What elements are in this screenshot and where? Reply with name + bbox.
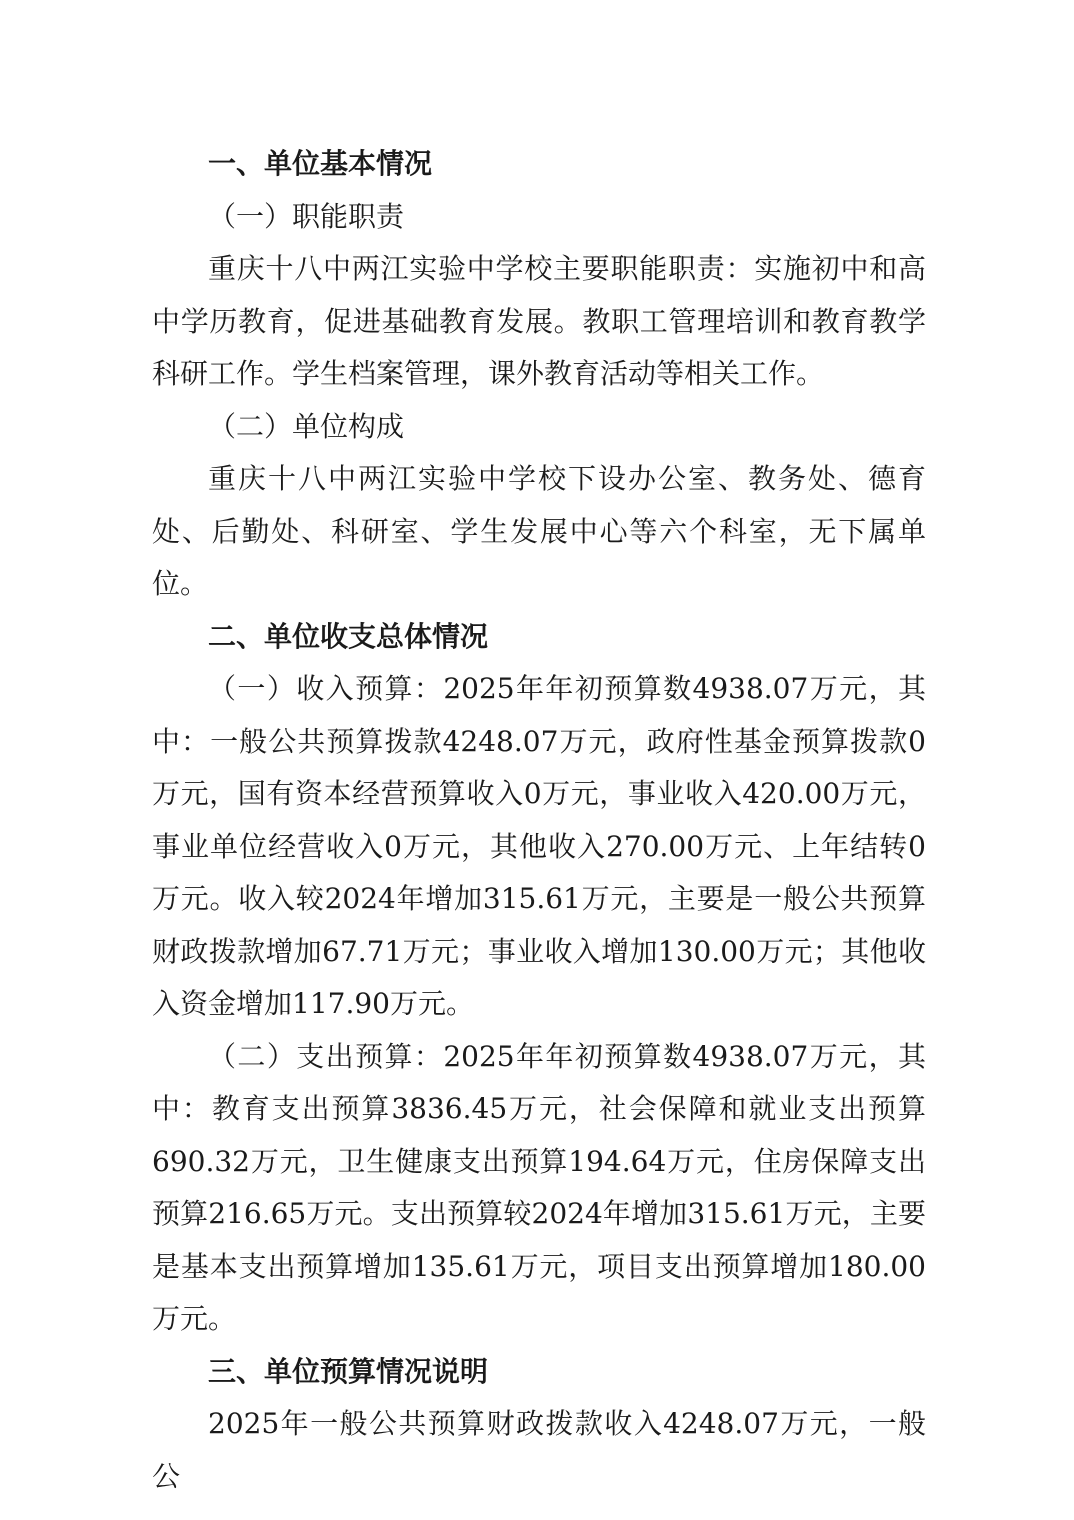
section-heading-basic-info: 一、单位基本情况 — [208, 147, 433, 180]
paragraph-expense-budget: （二）支出预算：2025年年初预算数4938.07万元，其中：教育支出预算3836.45万元，社会保障和就业支出预算690.32万元，卫生健康支出预算194.64万元，住房保障支出预算216.65万元。支出预算较2024年增加315.61万元，主要是基本支出预算增加135.61万元，项目支出预算增加180.00万元。 — [152, 1039, 926, 1335]
paragraph-budget-explanation: 2025年一般公共预算财政拨款收入4248.07万元，一般公 — [152, 1407, 926, 1493]
subheading-functions: （一）职能职责 — [208, 199, 405, 233]
section-heading-budget-explanation: 三、单位预算情况说明 — [208, 1354, 489, 1388]
section-heading-income-expense: 二、单位收支总体情况 — [208, 619, 489, 653]
document-page — [152, 138, 926, 1503]
subheading-structure: （二）单位构成 — [208, 409, 405, 443]
paragraph-structure: 重庆十八中两江实验中学校下设办公室、教务处、德育处、后勤处、科研室、学生发展中心等六个科室，无下属单位。 — [152, 462, 926, 600]
paragraph-income-budget: （一）收入预算：2025年年初预算数4938.07万元，其中：一般公共预算拨款4248.07万元，政府性基金预算拨款0万元，国有资本经营预算收入0万元，事业收入420.00万元，事业单位经营收入0万元，其他收入270.00万元、上年结转0万元。收入较2024年增加315.61万元，主要是一般公共预算财政拨款增加67.71万元；事业收入增加130.00万元；其他收入资金增加117.90万元。 — [152, 672, 926, 1020]
paragraph-functions: 重庆十八中两江实验中学校主要职能职责：实施初中和高中学历教育，促进基础教育发展。教职工管理培训和教育教学科研工作。学生档案管理，课外教育活动等相关工作。 — [152, 252, 926, 390]
